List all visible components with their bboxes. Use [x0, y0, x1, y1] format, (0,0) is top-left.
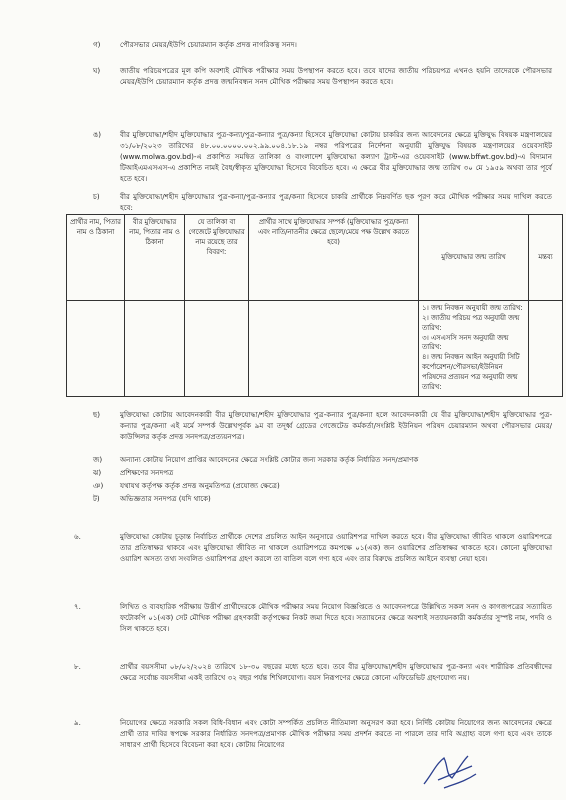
item-g-text: পৌরসভার মেয়র/ইউপি চেয়ারম্যান কর্তৃক প্রদত্ত নাগরিকত্ব সনদ। — [120, 40, 297, 49]
item-marker-g: গ) — [93, 40, 101, 49]
birth-date-item: ২। জাতীয় পরিচয় পত্র অনুযায়ী জন্ম তারিখ: — [422, 313, 520, 332]
table-header-relationship: প্রার্থীর সাথে মুক্তিযোদ্ধার সম্পর্ক (মুক্তিযোদ্ধার পুত্র/কন্যা এবং নাতি/নাতনীর ক্ষেত্রে ছেলে/মেয়ে পক্ষ উল্লেখ করতে হবে) — [249, 215, 419, 301]
table-header-freedom-fighter: বীর মুক্তিযোদ্ধার নাম, পিতার নাম ও ঠিকানা — [125, 215, 185, 301]
item-gh-text: জাতীয় পরিচয়পত্রের মূল কপি অবশ্যই মৌখিক পরীক্ষার সময় উপস্থাপন করতে হবে। তবে যাদের জাতীয় পরিচয়পত্র এখনও হয়নি তাদেরকে পৌরসভার মেয়র/ইউপি চেয়ারম্যান কর্তৃক প্রদত্ত জন্মনিবন্ধন সনদ মৌখিক পরীক্ষার সময় উপস্থাপন করতে হবে। — [120, 66, 552, 86]
item-t-text: অভিজ্ঞতার সনদপত্র (যদি থাকে) — [120, 494, 211, 503]
table-cell-empty — [529, 301, 563, 397]
item-ng-text: বীর মুক্তিযোদ্ধা/শহীদ মুক্তিযোদ্ধার পুত্র-কন্যা/পুত্র-কন্যার পুত্র/কন্যা হিসেবে মুক্তিযোদ্ধা কোটায় চাকরির জন্য আবেদনের ক্ষেত্রে মুক্তিযুদ্ধ বিষয়ক মন্ত্রণালয়ের ৩১/০৮/২০২৩ তারিখের ৪৮.০০.০০০০.০০২.৯৯.০০৪.১৮.১৯ নম্বর পরিপত্রের নির্দেশনা অনুযায়ী মুক্তিযুদ্ধ বিষয়ক মন্ত্রণালয়ের ওয়েবসাইট (www.molwa.gov.bd)-এ প্রকাশিত সমন্বিত তালিকা ও বাংলাদেশ মুক্তিযোদ্ধা কল্যাণ ট্রাস্ট-এর ওয়েবসাইট (www.bffwt.gov.bd)-এ বিদ্যমান টিআইএমএসএস-এ প্রকাশিত নামই বৈধ/স্বীকৃত মুক্তিযোদ্ধা হিসেবে বিবেচিত হবে। এ ক্ষেত্রে বীর মুক্তিযোদ্ধার জন্ম তারিখ ৩০ মে ১৯৫৯ অথবা তার পূর্বে হতে হবে। — [120, 130, 552, 183]
item-marker-chh: ছ) — [93, 410, 101, 419]
freedom-fighter-info-table — [66, 214, 563, 397]
birth-date-item: ৩। এসএসসি সনদ অনুযায়ী জন্ম তারিখ: — [422, 333, 509, 352]
item-marker-jh: ঝ) — [93, 468, 102, 477]
birth-date-item: ১। জন্ম নিবন্ধন অনুযায়ী জন্ম তারিখ: — [422, 304, 523, 312]
table-cell-birth-dates — [419, 301, 529, 397]
item-marker-ch: চ) — [93, 192, 100, 201]
item-marker-ng: ঙ) — [93, 130, 101, 139]
item-chh-text: মুক্তিযোদ্ধা কোটায় আবেদনকারী বীর মুক্তিযোদ্ধা/শহীদ মুক্তিযোদ্ধার পুত্র-কন্যার পুত্র/কন্যা হলে আবেদনকারী যে বীর মুক্তিযোদ্ধা/শহীদ মুক্তিযোদ্ধার পুত্র-কন্যার পুত্র/কন্যা এই মর্মে সম্পর্ক উল্লেখপূর্বক ৯ম বা তদূর্ধ্ব গ্রেডের গেজেটেড কর্মকর্তা/সংশ্লিষ্ট ইউনিয়ন পরিষদ চেয়ারম্যান অথবা পৌরসভার মেয়র/কাউন্সিলর কর্তৃক প্রদত্ত সনদপত্র/প্রত্যয়নপত্র। — [120, 410, 552, 441]
item-marker-8: ৮. — [74, 662, 81, 671]
table-cell-empty — [249, 301, 419, 397]
signature-mark — [418, 744, 484, 792]
item-nio-text: যথাযথ কর্তৃপক্ষ কর্তৃক প্রদত্ত অনুমতিপত্র (প্রযোজ্য ক্ষেত্রে) — [120, 481, 280, 490]
item-marker-9: ৯. — [74, 718, 81, 727]
item-8-text: প্রার্থীর বয়সসীমা ০৮/০২/২০২৪ তারিখে ১৮-৩০ বছরের মধ্যে হতে হবে। তবে বীর মুক্তিযোদ্ধা/শহীদ মুক্তিযোদ্ধার পুত্র-কন্যা এবং শারীরিক প্রতিবন্ধীদের ক্ষেত্রে সর্বোচ্চ বয়সসীমা একই তারিখে ৩২ বছর পর্যন্ত শিথিলযোগ্য। বয়স নিরূপণের ক্ষেত্রে কোনো এফিডেভিট গ্রহণযোগ্য নয়। — [120, 662, 552, 682]
item-marker-j: জ) — [93, 455, 103, 464]
item-ch-text: বীর মুক্তিযোদ্ধা/শহীদ মুক্তিযোদ্ধার পুত্র-কন্যা/পুত্র-কন্যার পুত্র/কন্যা হিসেবে চাকরি প্রার্থীকে নিম্নবর্ণিত ছক পূরণ করে মৌখিক পরীক্ষার সময় দাখিল করতে হবে: — [120, 192, 552, 212]
item-6-text: মুক্তিযোদ্ধা কোটায় চূড়ান্ত নির্বাচিত প্রার্থীকে দেশের প্রচলিত আইন অনুসারে ওয়ারিশপত্র দাখিল করতে হবে। বীর মুক্তিযোদ্ধা জীবিত থাকলে ওয়ারিশপত্রে তার প্রতিস্বাক্ষর থাকবে এবং মুক্তিযোদ্ধা জীবিত না থাকলে ওয়ারিশপত্রে কমপক্ষে ০১(এক) জন ওয়ারিশের প্রতিস্বাক্ষর থাকতে হবে। কোনো মুক্তিযোদ্ধা ওয়ারিশ অসত্য তথ্য সংবলিত ওয়ারিশপত্র গ্রহণ করলে তা বাতিল বলে গণ্য হবে এবং তার বিরুদ্ধে প্রচলিত আইনে ব্যবস্থা নেয়া হবে। — [120, 532, 552, 563]
table-header-remarks: মন্তব্য — [529, 215, 563, 301]
table-header-applicant: প্রার্থীর নাম, পিতার নাম ও ঠিকানা — [67, 215, 125, 301]
table-header-birth-date: মুক্তিযোদ্ধার জন্ম তারিখ — [419, 215, 529, 301]
item-marker-nio: ঞ) — [93, 481, 104, 490]
table-cell-empty — [67, 301, 125, 397]
item-jh-text: প্রশিক্ষণের সনদপত্র — [120, 468, 174, 477]
item-marker-gh: ঘ) — [93, 66, 101, 75]
item-7-text: লিখিত ও ব্যবহারিক পরীক্ষায় উত্তীর্ণ প্রার্থীদেরকে মৌখিক পরীক্ষার সময় নিয়োগ বিজ্ঞপ্তিতে ও আবেদনপত্রে উল্লিখিত সকল সনদ ও কাগজপত্রের সত্যায়িত ফটোকপি ০১(এক) সেট মৌখিক পরীক্ষা গ্রহণকারী কর্তৃপক্ষের নিকট জমা দিতে হবে। সত্যায়নের ক্ষেত্রে অবশ্যই সত্যায়নকারী কর্মকর্তার সুস্পষ্ট নাম, পদবি ও সিল থাকতে হবে। — [120, 602, 552, 633]
table-cell-empty — [185, 301, 249, 397]
item-9-text: নিয়োগের ক্ষেত্রে সরকারি সকল বিধি-বিধান এবং কোটা সম্পর্কিত প্রচলিত নীতিমালা অনুসরণ করা হবে। নির্দিষ্ট কোটায় নিয়োগের জন্য আবেদনের ক্ষেত্রে প্রার্থী তার দাবির স্বপক্ষে সরকার নির্ধারিত সনদপত্র/প্রমাণক মৌখিক পরীক্ষার সময় প্রদর্শন করতে না পারলে তার দাবি অগ্রাহ্য বলে গণ্য হবে এবং তাকে সাধারণ প্রার্থী হিসেবে বিবেচনা করা হবে। কোটায় নিয়োগের — [120, 718, 552, 749]
table-header-list-gazette: যে তালিকা বা গেজেটে মুক্তিযোদ্ধার নাম রয়েছে তার বিবরণ: — [185, 215, 249, 301]
table-cell-empty — [125, 301, 185, 397]
item-marker-6: ৬. — [74, 532, 81, 541]
item-marker-7: ৭. — [74, 602, 81, 611]
birth-date-item: ৪। জন্ম নিবন্ধন আইন অনুযায়ী সিটি কর্পোরেশন/পৌরসভা/ইউনিয়ন পরিষদের প্রত্যয়ন পত্র অনুযায়ী জন্ম তারিখ: — [422, 353, 520, 391]
item-marker-t: ট) — [93, 494, 100, 503]
item-j-text: অন্যান্য কোটায় নিয়োগ প্রাপ্তির আবেদনের ক্ষেত্রে সংশ্লিষ্ট কোটার জন্য সরকার কর্তৃক নির্ধারিত সনদ/প্রমাণক — [120, 455, 419, 464]
